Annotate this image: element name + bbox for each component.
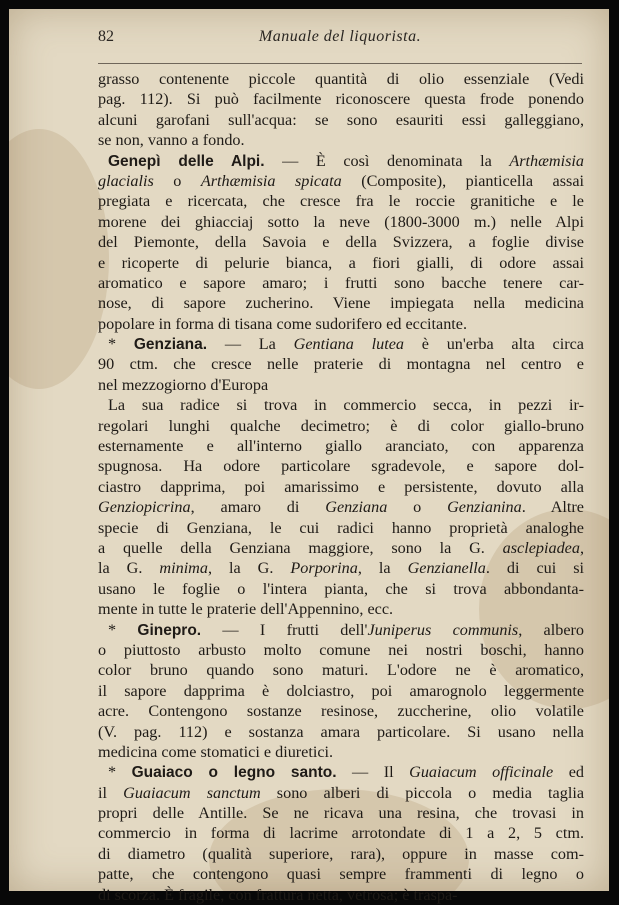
paragraph [98,334,584,395]
text-run: e ricoperte di pelurie bianca, a fiori gialli, di odore assai [98,253,584,272]
text-line [98,558,584,578]
italic-term: Guaiacum officinale [409,763,554,782]
text-line [98,579,584,599]
text-run: acre. Contengono sostanze resinose, zuccherine, olio volatile [98,702,584,721]
text-line [98,803,584,823]
text-run: sono alberi di piccola o media taglia [260,783,584,802]
text-run: la G. [98,559,160,578]
text-line [98,171,584,191]
text-run: color bruno quando sono maturi. L'odore ne è aromatico, [98,661,584,680]
text-run: specie di Genziana, le cui radici hanno proprietà analoghe [98,518,584,537]
text-run: . Altre [521,498,584,517]
paragraph [98,620,584,763]
text-line [98,212,584,232]
text-run: propri delle Antille. Se ne ricava una resina, che trovasi in [98,804,584,823]
text-run: — Il [336,763,410,782]
entry-heading: Ginepro. [137,621,202,639]
italic-term: Arthæmisia spicata [200,171,342,190]
text-run: il [98,783,124,802]
text-run: mente in tutte le praterie dell'Appennino, ecc. [98,600,394,619]
text-line [98,89,584,109]
text-run: , amaro di [190,498,326,517]
text-run: ed [553,763,584,782]
entry-heading: Genepì delle Alpi. [108,152,265,170]
text-run: patte, che contengono quasi sempre frammenti di legno o [98,865,584,884]
text-line [98,538,584,558]
text-run: aromatico e sapore amaro; i frutti sono bacche tenere car- [98,273,584,292]
text-run: è un'erba alta circa [404,335,584,354]
text-run: * [108,763,132,782]
text-line [98,253,584,273]
text-run: — È così denominata la [264,151,510,170]
body-text [98,69,584,905]
text-run: La sua radice si trova in commercio secca, in pezzi ir- [108,396,584,415]
text-line [98,497,584,517]
italic-term: Genziopicrina [98,498,191,517]
paragraph [98,69,584,151]
text-line [98,436,584,456]
text-run: spugnosa. Ha odore particolare sgradevole, e sapore dol- [98,457,584,476]
text-run: esternamente e all'interno giallo aranciato, con apparenza [98,437,584,456]
text-line [98,701,584,721]
text-run: , la G. [207,559,291,578]
text-run: o [387,498,448,517]
paper-stain [9,129,109,389]
text-run: o [153,171,201,190]
text-line [98,742,584,762]
text-run: pregiata e ricercata, che cresce fra le roccie granitiche e le [98,192,584,211]
paragraph [98,395,584,619]
text-line [98,783,584,803]
text-line [98,456,584,476]
text-line [98,660,584,680]
text-run: 90 ctm. che cresce nelle praterie di montagna nel centro e [98,355,584,374]
text-run: medicina come stomatici e diuretici. [98,742,334,761]
text-line [98,232,584,252]
text-line [98,681,584,701]
italic-term: Guaiacum sanctum [123,783,261,802]
italic-term: glacialis [98,171,154,190]
italic-term: Genzianina [447,498,522,517]
italic-term: Juniperus communis [367,620,519,639]
text-line [98,416,584,436]
text-line [98,640,584,660]
text-run: pag. 112). Si può facilmente riconoscere questa frode ponendo [98,90,584,109]
text-run: a quelle della Genziana maggiore, sono la G. [98,538,503,557]
text-line [98,293,584,313]
italic-term: Porporina [290,559,358,578]
text-line [98,477,584,497]
text-run: — I frutti dell' [201,620,368,639]
text-line [98,823,584,843]
text-line [98,375,584,395]
text-run: di diametro (qualità superiore, rara), oppure in masse com- [98,844,584,863]
italic-term: Genzianella [407,559,486,578]
text-line [98,722,584,742]
text-run: , [579,538,584,557]
text-line [98,151,584,171]
text-line [98,110,584,130]
text-run: alcuni garofani sull'acqua: se sono esauriti essi galleggiano, [98,110,584,129]
text-run: (Composite), pianticella assai [341,171,584,190]
text-run: commercio in forma di lacrime arrotondate di 1 a 2, 5 ctm. [98,824,584,843]
text-run: (V. pag. 112) e sostanza amara particolare. Si usano nella [98,722,584,741]
text-run: regolari lunghi qualche decimetro; è di color giallo-bruno [98,416,584,435]
text-line [98,334,584,354]
entry-heading: Guaiaco o legno santo. [131,764,337,782]
text-line [98,844,584,864]
page-number: 82 [98,28,114,45]
italic-term: minima [159,559,208,578]
text-line [98,885,584,905]
text-line [98,518,584,538]
paragraph [98,151,584,335]
text-run: di scorza. È fragile, con frattura netta, vetrosa; è traspa- [98,885,458,904]
text-run: , albero [518,620,584,639]
text-line [98,599,584,619]
text-run: morene dei ghiacciaj sotto la neve (1800-3000 m.) nelle Alpi [98,212,584,231]
text-run: — La [207,335,294,354]
text-line [98,273,584,293]
text-run: o piuttosto arbusto molto comune nei nostri boschi, hanno [98,640,584,659]
text-run: usano le foglie o l'intera pianta, che si trova abbondanta- [98,579,584,598]
text-line [98,69,584,89]
text-run: * [108,620,138,639]
text-line [98,314,584,334]
text-run: * [108,335,134,354]
text-line [98,864,584,884]
text-run: se non, vanno a fondo. [98,131,245,150]
header-rule [98,63,582,64]
italic-term: Genziana [325,498,388,517]
text-run: popolare in forma di tisana come sudorifero ed eccitante. [98,314,468,333]
text-run: il sapore dapprima è dolciastro, poi amarognolo leggermente [98,681,584,700]
paragraph [98,762,584,905]
text-run: ciastro dapprima, poi amarissimo e persistente, dovuto alla [98,477,584,496]
text-run: , la [357,559,408,578]
text-line [98,395,584,415]
text-line [98,620,584,640]
page-header [98,28,582,52]
text-line [98,130,584,150]
italic-term: Gentiana lutea [293,335,404,354]
running-title: Manuale del liquorista. [258,28,422,45]
italic-term: Arthæmisia [509,151,584,170]
text-run: grasso contenente piccole quantità di olio essenziale (Vedi [98,70,584,88]
text-run: nel mezzogiorno d'Europa [98,375,269,394]
text-run: del Piemonte, della Savoia e della Svizzera, a foglie divise [98,233,584,252]
text-run: nose, di sapore zucherino. Viene impiegata nella medicina [98,294,584,313]
text-run: . di cui si [485,559,584,578]
text-line [98,191,584,211]
text-line [98,354,584,374]
entry-heading: Genziana. [133,336,208,354]
italic-term: asclepiadea [502,538,580,557]
text-line [98,762,584,782]
